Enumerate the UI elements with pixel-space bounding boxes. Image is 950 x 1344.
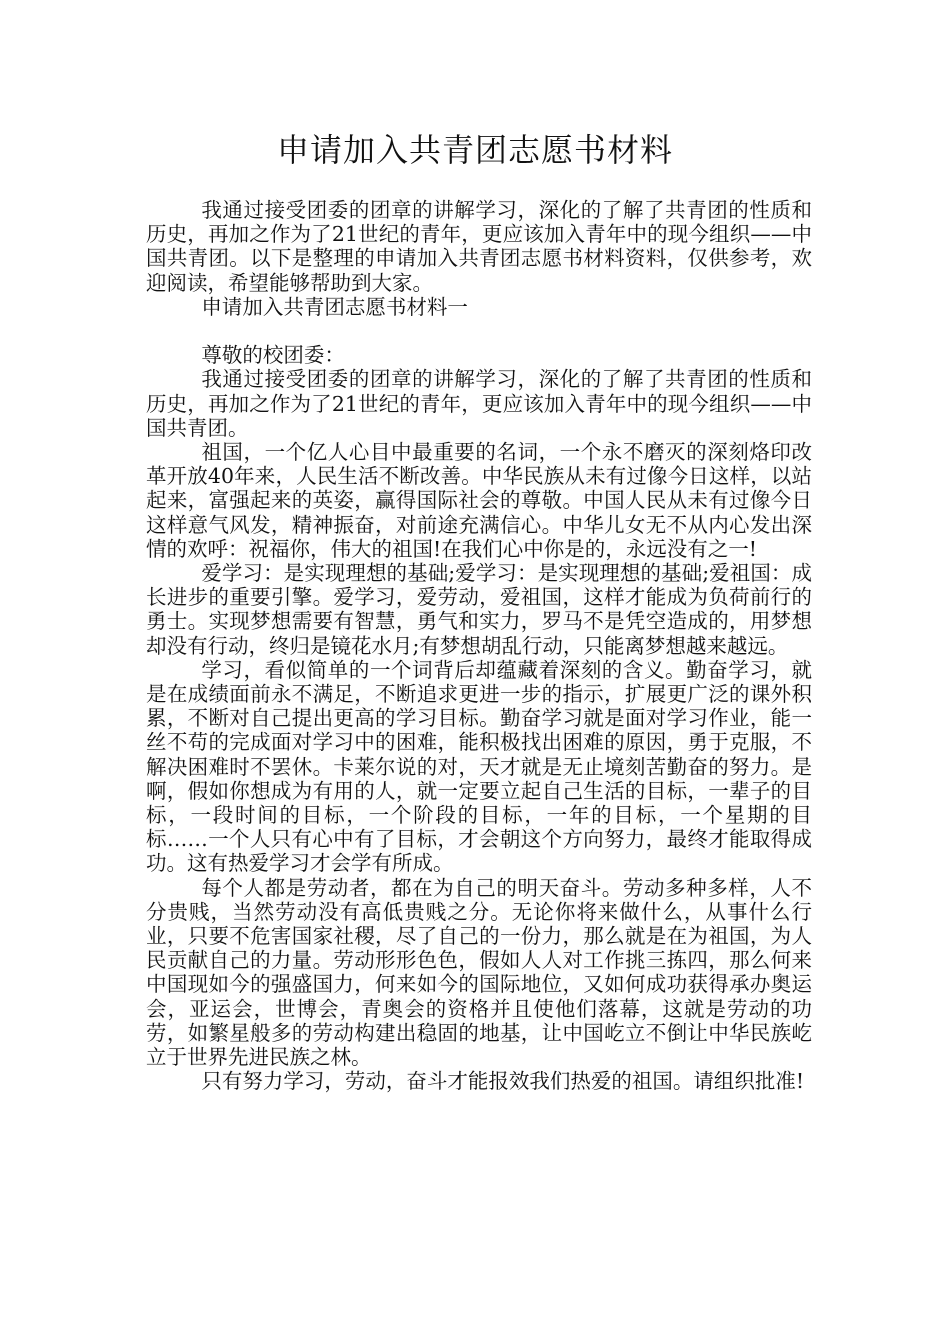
body-paragraph-4: 学习，看似简单的一个词背后却蕴藏着深刻的含义。勤奋学习，就是在成绩面前永不满足，不断追求更进一步的指示，扩展更广泛的课外积累，不断对自己提出更高的学习目标。勤奋学习就是面对学习作业，能一丝不苟的完成面对学习中的困难，能积极找出困难的原因，勇于克服，不解决困难时不罢休。卡莱尔说的对，天才就是无止境刻苦勤奋的努力。是啊，假如你想成为有用的人，就一定要立起自己生活的目标，一辈子的目标，一段时间的目标，一个阶段的目标，一年的目标，一个星期的目标……一个人只有心中有了目标，才会朝这个方向努力，最终才能取得成功。这有热爱学习才会学有所成。 [146,657,812,876]
body-paragraph-2: 祖国，一个亿人心目中最重要的名词，一个永不磨灭的深刻烙印改革开放40年来，人民生活不断改善。中华民族从未有过像今日这样，以站起来，富强起来的英姿，赢得国际社会的尊敬。中国人民从未有过像今日这样意气风发，精神振奋，对前途充满信心。中华儿女无不从内心发出深情的欢呼：祝福你，伟大的祖国!在我们心中你是的，永远没有之一! [146,440,812,561]
body-paragraph-1: 我通过接受团委的团章的讲解学习，深化的了解了共青团的性质和历史，再加之作为了21世纪的青年，更应该加入青年中的现今组织——中国共青团。 [146,367,812,440]
body-paragraph-3: 爱学习：是实现理想的基础;爱学习：是实现理想的基础;爱祖国：成长进步的重要引擎。爱学习，爱劳动，爱祖国，这样才能成为负荷前行的勇士。实现梦想需要有智慧，勇气和实力，罗马不是凭空造成的，用梦想却没有行动，终归是镜花水月;有梦想胡乱行动，只能离梦想越来越远。 [146,561,812,658]
blank-line [146,319,812,343]
section-heading: 申请加入共青团志愿书材料一 [201,294,468,319]
document-body [146,198,812,1094]
intro-paragraph: 我通过接受团委的团章的讲解学习，深化的了解了共青团的性质和历史，再加之作为了21世纪的青年，更应该加入青年中的现今组织——中国共青团。以下是整理的申请加入共青团志愿书材料资料，仅供参考，欢迎阅读，希望能够帮助到大家。 [146,198,812,295]
document-title: 申请加入共青团志愿书材料 [276,131,673,169]
closing-paragraph: 只有努力学习，劳动，奋斗才能报效我们热爱的祖国。请组织批准! [201,1069,805,1094]
salutation: 尊敬的校团委： [201,343,345,368]
body-paragraph-5: 每个人都是劳动者，都在为自己的明天奋斗。劳动多种多样，人不分贵贱，当然劳动没有高低贵贱之分。无论你将来做什么，从事什么行业，只要不危害国家社稷，尽了自己的一份力，那么就是在为祖国，为人民贡献自己的力量。劳动形形色色，假如人人对工作挑三拣四，那么何来中国现如今的强盛国力，何来如今的国际地位，又如何成功获得承办奥运会，亚运会，世博会，青奥会的资格并且使他们落幕，这就是劳动的功劳，如繁星般多的劳动构建出稳固的地基，让中国屹立不倒让中华民族屹立于世界先进民族之林。 [146,875,812,1070]
